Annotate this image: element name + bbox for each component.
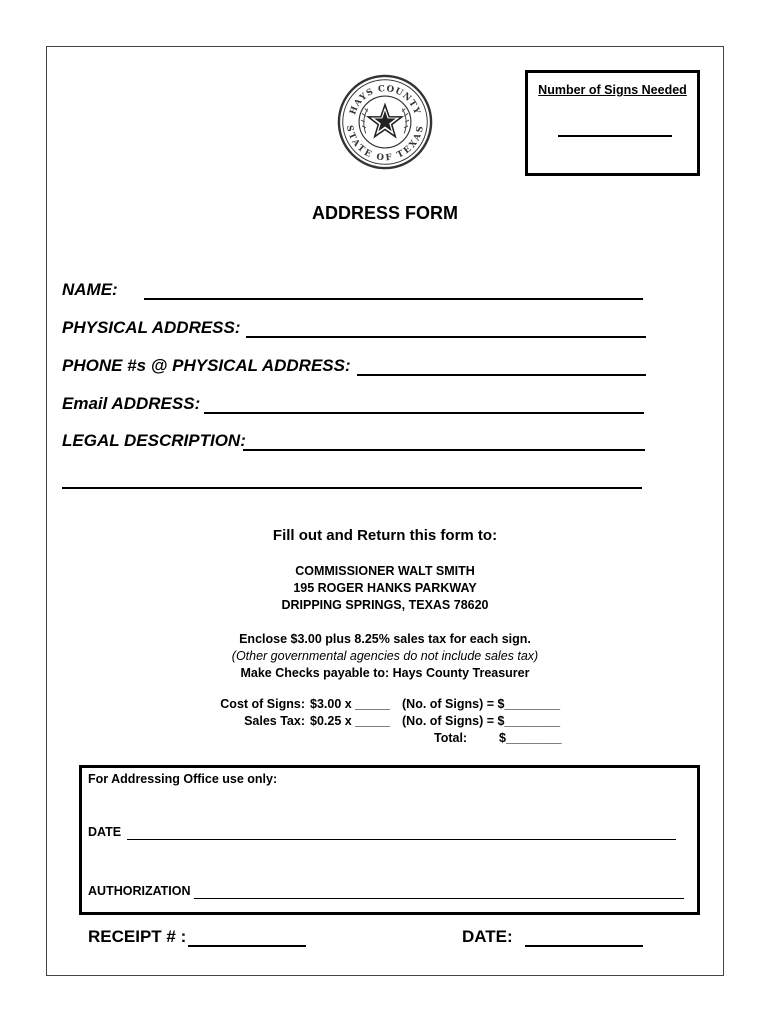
name-field (62, 276, 118, 300)
physical-address-label: PHYSICAL ADDRESS: (62, 318, 241, 337)
seal-bottom-text: STATE OF TEXAS (343, 124, 427, 164)
cost-row-equation[interactable]: (No. of Signs) = $________ (402, 714, 561, 728)
bottom-date-label: DATE: (462, 927, 513, 946)
cost-row-equation[interactable]: (No. of Signs) = $________ (402, 697, 561, 711)
office-date-line[interactable] (127, 839, 676, 840)
legal-description-input-line[interactable] (243, 449, 645, 451)
name-input-line[interactable] (144, 298, 643, 300)
cost-total-row (0, 730, 770, 747)
checks-payable-instruction: Make Checks payable to: Hays County Treasurer (240, 666, 530, 680)
receipt-input-line[interactable] (188, 945, 306, 947)
sales-tax-note: (Other governmental agencies do not include sales tax) (231, 649, 539, 663)
physical-address-input-line[interactable] (246, 336, 646, 338)
cost-row-label: Cost of Signs: (220, 697, 305, 711)
cost-row-label: Sales Tax: (244, 714, 305, 728)
receipt-label: RECEIPT # : (88, 927, 187, 946)
office-authorization-line[interactable] (194, 898, 684, 899)
return-heading: Fill out and Return this form to: (272, 527, 498, 544)
signs-needed-input-line[interactable] (558, 135, 672, 137)
cost-table (0, 696, 770, 747)
cost-row (0, 696, 770, 713)
cost-row-rate[interactable]: $3.00 x _____ (310, 697, 390, 711)
phone-input-line[interactable] (357, 374, 646, 376)
office-use-box (79, 765, 700, 915)
cost-row (0, 713, 770, 730)
return-address-line: COMMISSIONER WALT SMITH (295, 564, 475, 578)
form-title: ADDRESS FORM (311, 203, 458, 223)
email-input-line[interactable] (204, 412, 644, 414)
phone-label: PHONE #s @ PHYSICAL ADDRESS: (62, 356, 351, 375)
cost-row-rate[interactable]: $0.25 x _____ (310, 714, 390, 728)
payment-instructions (0, 631, 770, 682)
cost-total-label: Total: (434, 731, 468, 745)
office-date-label: DATE (88, 825, 122, 839)
signs-needed-label: Number of Signs Needed (538, 83, 687, 97)
return-address-line: 195 ROGER HANKS PARKWAY (293, 581, 477, 595)
name-label: NAME: (62, 280, 118, 299)
legal-description-continuation-line[interactable] (62, 487, 642, 489)
signs-needed-box (525, 70, 700, 176)
enclose-instruction: Enclose $3.00 plus 8.25% sales tax for each sign. (239, 632, 531, 646)
office-use-title: For Addressing Office use only: (88, 772, 278, 786)
email-label: Email ADDRESS: (62, 394, 201, 413)
legal-description-label: LEGAL DESCRIPTION: (62, 431, 246, 450)
return-address-line: DRIPPING SPRINGS, TEXAS 78620 (281, 598, 489, 612)
phone-field (62, 352, 351, 376)
bottom-date-input-line[interactable] (525, 945, 643, 947)
cost-total-value[interactable]: $________ (499, 731, 562, 745)
physical-address-field (62, 314, 241, 338)
county-seal-logo (337, 74, 433, 170)
email-field (62, 390, 200, 414)
return-address (0, 563, 770, 614)
seal-top-text: HAYS COUNTY (348, 84, 422, 117)
office-authorization-label: AUTHORIZATION (88, 884, 191, 898)
legal-description-field (62, 427, 246, 451)
